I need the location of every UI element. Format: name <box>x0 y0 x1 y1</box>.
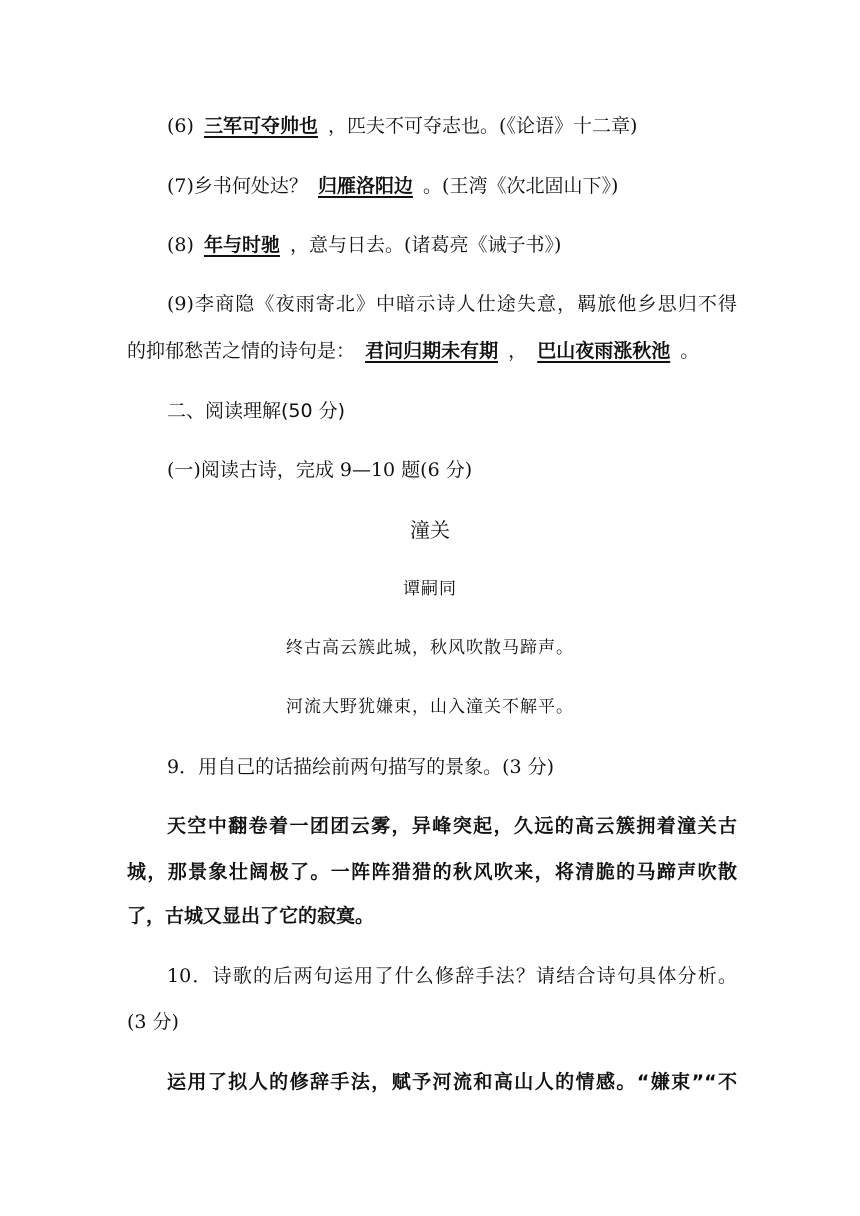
item-9-answer-1: 君问归期未有期 <box>365 340 499 362</box>
item-9-line-1: (9)李商隐《夜雨寄北》中暗示诗人仕途失意，羁旅他乡思归不得 <box>167 293 737 315</box>
poem-line-1: 终古高云簇此城，秋风吹散马蹄声。 <box>286 638 574 658</box>
item-7-answer: 归雁洛阳边 <box>317 175 413 197</box>
answer-10-line-1: 运用了拟人的修辞手法，赋予河流和高山人的情感。“嫌束”“不 <box>167 1071 737 1093</box>
section-2-heading: 二、阅读理解(50 分) <box>167 400 346 422</box>
question-10-line-2: (3 分) <box>127 1011 179 1033</box>
item-9-separator: ， <box>508 340 528 362</box>
item-7 <box>167 172 737 200</box>
item-8-rest: ，意与日去。(诸葛亮《诫子书》) <box>290 234 562 256</box>
item-8-answer: 年与时驰 <box>203 234 280 256</box>
item-6 <box>167 112 737 140</box>
item-8-number: (8) <box>167 234 194 256</box>
answer-9-line-3: 了，古城又显出了它的寂寞。 <box>127 905 375 927</box>
item-7-rest: 。(王湾《次北固山下》) <box>423 175 619 197</box>
item-9-prefix: 的抑郁愁苦之情的诗句是： <box>127 340 356 362</box>
answer-9-line-2: 城，那景象壮阔极了。一阵阵猎猎的秋风吹来，将清脆的马蹄声吹散 <box>127 861 737 883</box>
item-8 <box>167 231 737 259</box>
poem-title: 潼关 <box>410 518 450 542</box>
item-9-answer-2: 巴山夜雨涨秋池 <box>537 340 671 362</box>
question-10-line-1: 10．诗歌的后两句运用了什么修辞手法？请结合诗句具体分析。 <box>167 965 737 987</box>
answer-9-line-1: 天空中翻卷着一团团云雾，异峰突起，久远的高云簇拥着潼关古 <box>167 815 737 837</box>
question-9: 9．用自己的话描绘前两句描写的景象。(3 分) <box>167 756 555 778</box>
item-6-answer: 三军可夺帅也 <box>203 115 318 137</box>
item-9-line-2 <box>127 337 737 365</box>
section-2-subheading: (一)阅读古诗，完成 9—10 题(6 分) <box>167 459 473 481</box>
poem-author: 谭嗣同 <box>403 579 457 599</box>
item-6-rest: ，匹夫不可夺志也。(《论语》十二章) <box>328 115 638 137</box>
item-7-prefix: (7)乡书何处达？ <box>167 175 308 197</box>
item-9-end: 。 <box>680 340 700 362</box>
item-6-number: (6) <box>167 115 194 137</box>
poem-line-2: 河流大野犹嫌束，山入潼关不解平。 <box>286 697 574 717</box>
